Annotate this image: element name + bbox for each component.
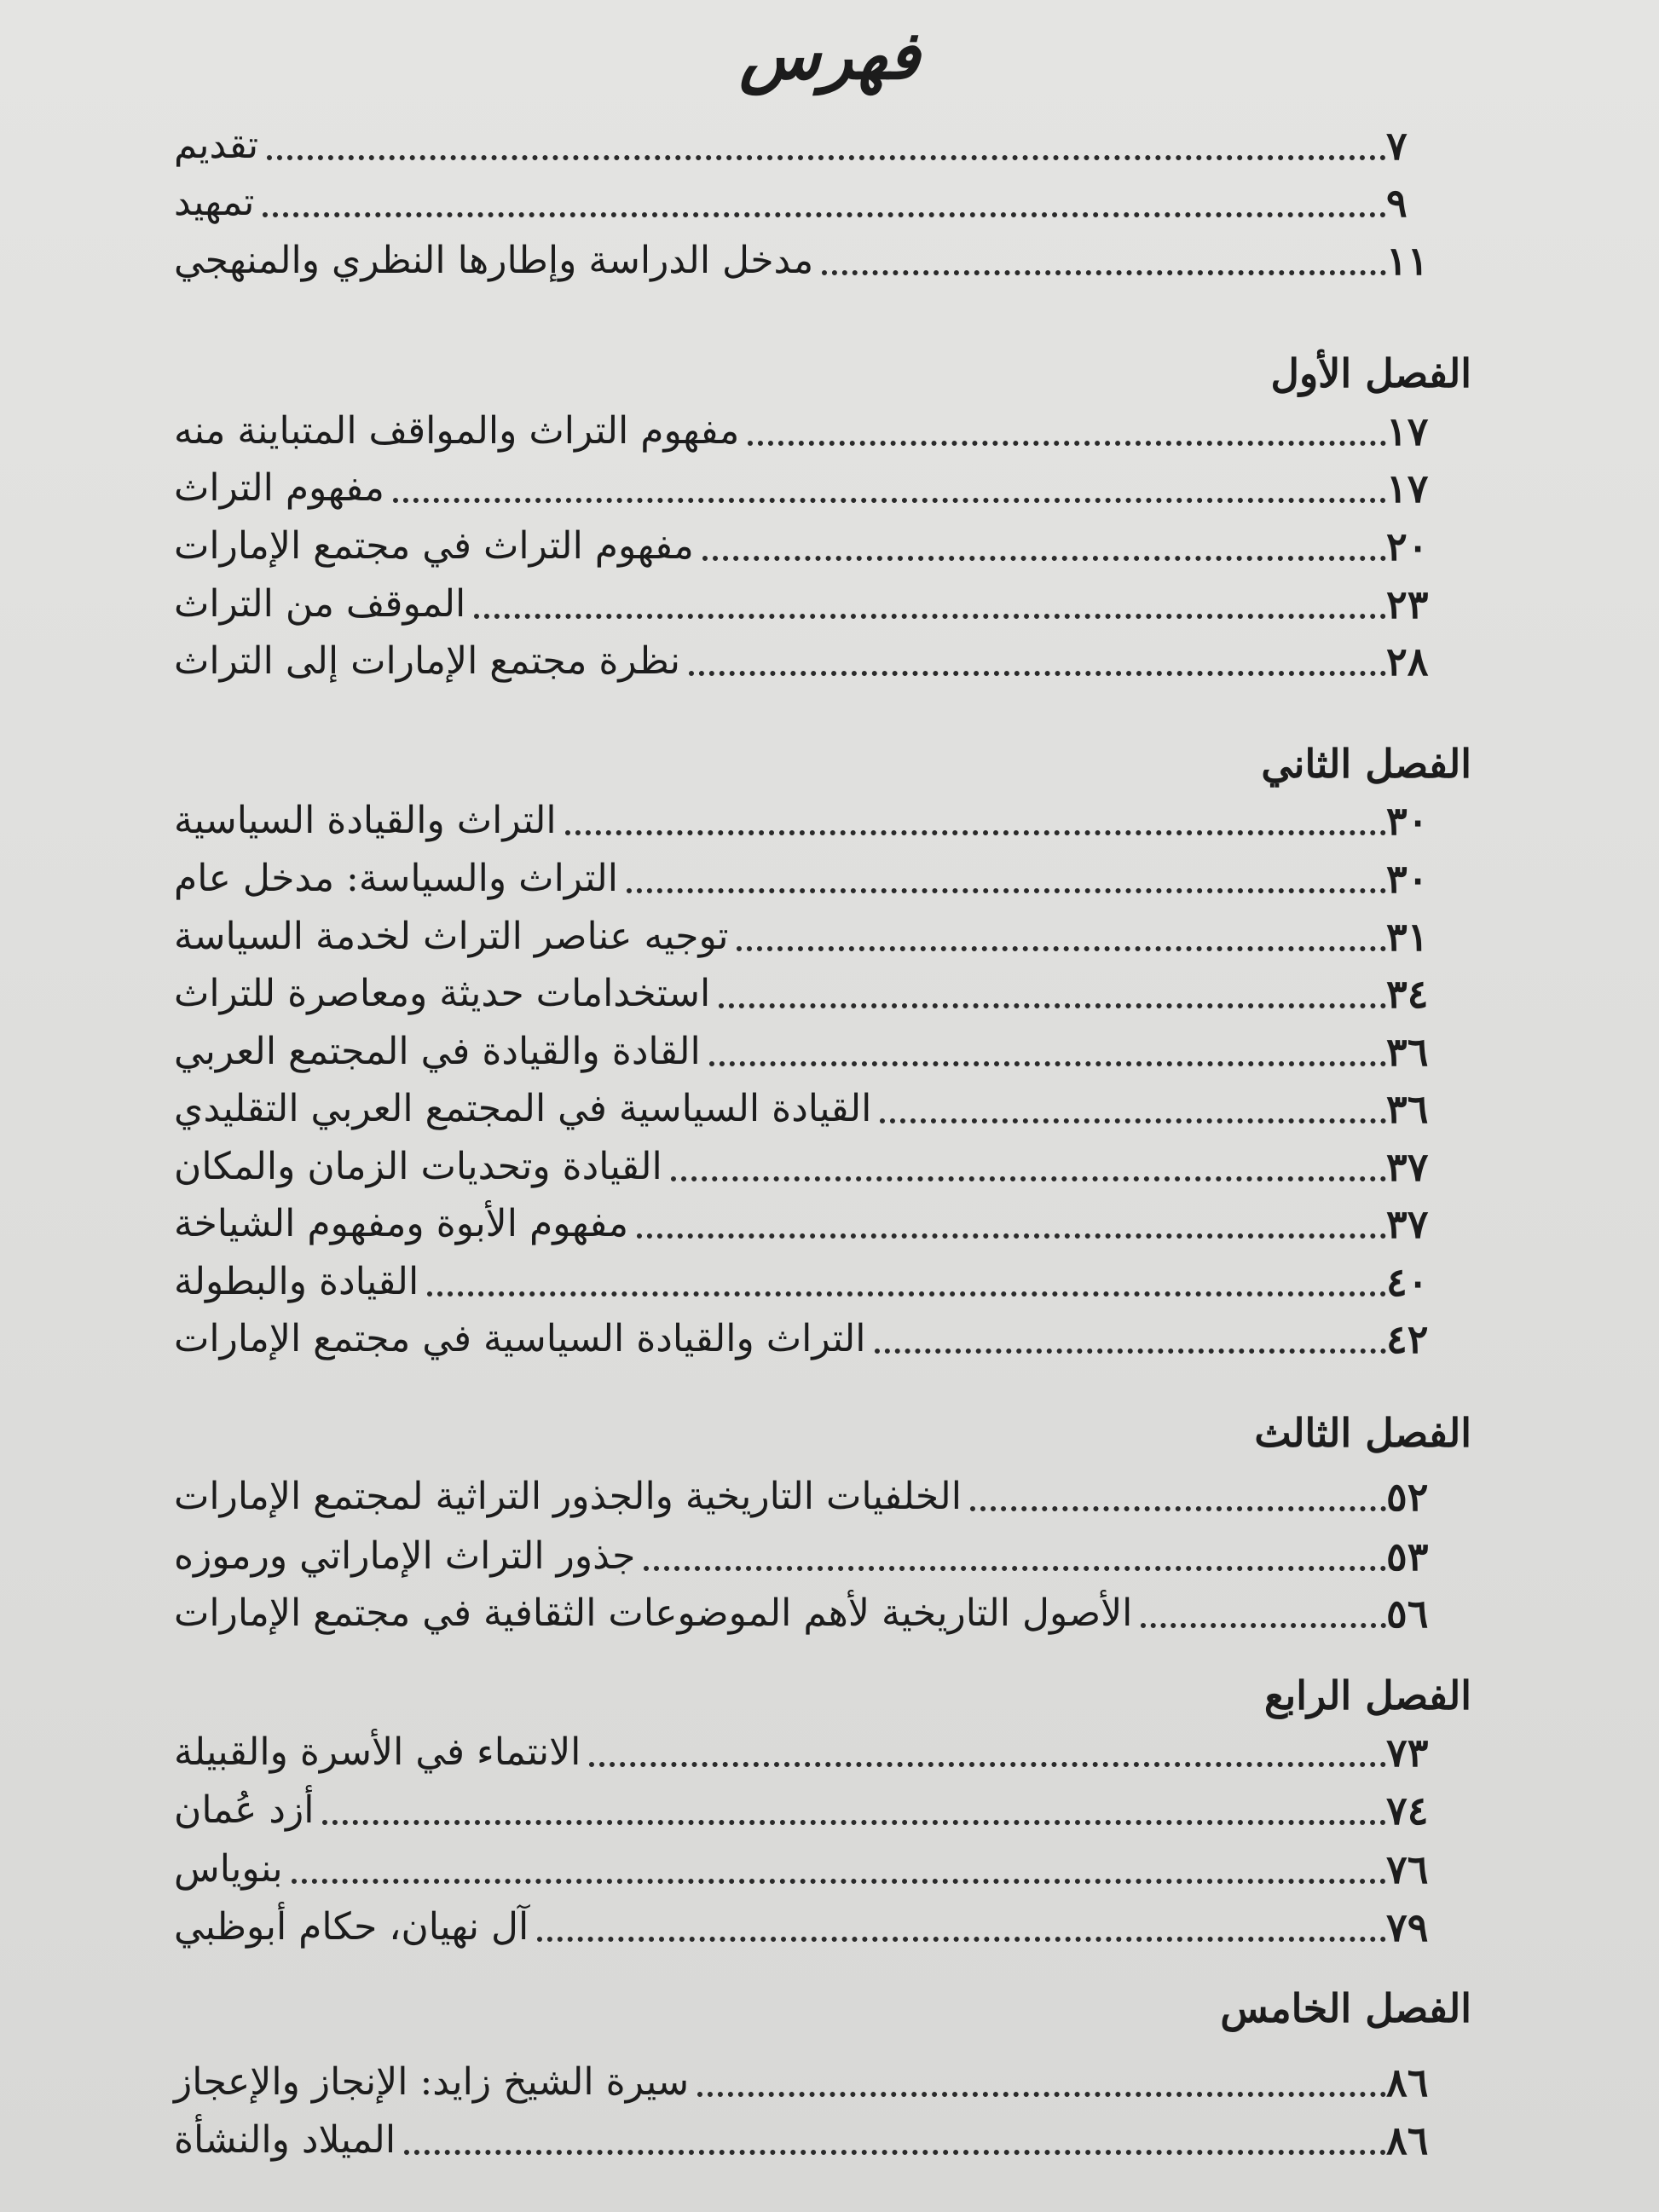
toc-entry <box>167 462 1471 515</box>
toc-entry <box>167 1083 1471 1135</box>
toc-entry-page: ٧ <box>1386 123 1408 169</box>
toc-entry <box>167 1843 1471 1896</box>
toc-entry-title: القيادة والبطولة <box>174 1260 419 1303</box>
toc-entry-title: مفهوم الأبوة ومفهوم الشياخة <box>174 1202 629 1245</box>
toc-entry-title: القيادة وتحديات الزمان والمكان <box>174 1145 662 1188</box>
toc-entry <box>167 1313 1471 1366</box>
toc-entry-title: التراث والقيادة السياسية <box>174 799 557 842</box>
dot-leader <box>737 946 1386 951</box>
toc-entry-page: ٣٧ <box>1386 1201 1429 1247</box>
toc-entry-page: ٣٦ <box>1386 1086 1429 1132</box>
dot-leader <box>427 1291 1386 1297</box>
dot-leader <box>393 498 1386 503</box>
dot-leader <box>267 155 1386 160</box>
dot-leader <box>689 671 1386 676</box>
toc-entry-page: ٩ <box>1386 180 1408 226</box>
toc-entry <box>167 2114 1471 2167</box>
toc-entry <box>167 1901 1471 1954</box>
toc-entry-page: ٣٦ <box>1386 1029 1429 1075</box>
toc-entry <box>167 1470 1471 1523</box>
toc-entry-title: تقديم <box>174 124 259 167</box>
toc-entry <box>167 794 1471 847</box>
toc-entry-page: ٧٩ <box>1386 1904 1429 1950</box>
toc-entry <box>167 910 1471 963</box>
toc-entry-title: آل نهيان، حكام أبوظبي <box>174 1905 529 1949</box>
toc-entry-title: القيادة السياسية في المجتمع العربي التقليدي <box>174 1087 872 1130</box>
toc-entry-title: تمهيد <box>174 181 255 224</box>
toc-entry-page: ٥٢ <box>1386 1474 1429 1520</box>
dot-leader <box>719 1003 1386 1008</box>
chapter-heading: الفصل الثاني <box>1261 741 1471 787</box>
toc-entry-page: ٣٠ <box>1386 856 1429 902</box>
toc-entry <box>167 2056 1471 2109</box>
toc-entry <box>167 1256 1471 1308</box>
toc-entry-page: ٢٠ <box>1386 523 1429 569</box>
toc-entry <box>167 176 1471 229</box>
toc-entry-page: ١٧ <box>1386 465 1429 511</box>
toc-entry <box>167 1025 1471 1078</box>
toc-entry-title: مفهوم التراث <box>174 466 384 510</box>
toc-entry <box>167 967 1471 1020</box>
toc-entry-page: ٧٣ <box>1386 1730 1429 1776</box>
dot-leader <box>627 888 1386 893</box>
dot-leader <box>404 2150 1386 2155</box>
dot-leader <box>1141 1623 1386 1628</box>
toc-entry-title: الموقف من التراث <box>174 582 466 626</box>
toc-entry <box>167 1587 1471 1640</box>
toc-entry-title: الأصول التاريخية لأهم الموضوعات الثقافية في مجتمع الإمارات <box>174 1591 1133 1635</box>
toc-entry-title: توجيه عناصر التراث لخدمة السياسة <box>174 915 729 958</box>
dot-leader <box>702 556 1386 561</box>
toc-entry-title: سيرة الشيخ زايد: الإنجاز والإعجاز <box>174 2060 690 2104</box>
toc-entry-title: مفهوم التراث والمواقف المتباينة منه <box>174 409 740 453</box>
toc-entry-page: ٤٢ <box>1386 1316 1429 1362</box>
toc-entry-title: مدخل الدراسة وإطارها النظري والمنهجي <box>174 239 814 282</box>
toc-entry-page: ٣١ <box>1386 914 1429 960</box>
toc-entry-title: جذور التراث الإماراتي ورموزه <box>174 1534 636 1578</box>
toc-entry-page: ٥٦ <box>1386 1591 1429 1637</box>
toc-entry <box>167 520 1471 573</box>
toc-entry <box>167 1726 1471 1779</box>
toc-entry <box>167 405 1471 458</box>
dot-leader <box>589 1762 1386 1767</box>
toc-entry <box>167 1198 1471 1250</box>
toc-entry-page: ٥٣ <box>1386 1533 1429 1580</box>
toc-entry-page: ٧٤ <box>1386 1788 1429 1834</box>
dot-leader <box>709 1061 1386 1066</box>
toc-entry <box>167 1141 1471 1193</box>
toc-entry-title: بنوياس <box>174 1847 283 1891</box>
chapter-heading: الفصل الخامس <box>1220 1985 1471 2031</box>
toc-entry-page: ٢٨ <box>1386 638 1429 684</box>
toc-entry-title: أزد عُمان <box>174 1788 315 1832</box>
toc-entry-title: استخدامات حديثة ومعاصرة للتراث <box>174 972 711 1015</box>
dot-leader <box>822 270 1386 275</box>
toc-entry <box>167 1530 1471 1583</box>
toc-entry-title: مفهوم التراث في مجتمع الإمارات <box>174 524 694 568</box>
toc-entry-page: ٧٦ <box>1386 1846 1429 1892</box>
toc-entry <box>167 852 1471 905</box>
toc-entry-page: ٢٣ <box>1386 581 1429 627</box>
toc-entry <box>167 1784 1471 1837</box>
toc-entry <box>167 578 1471 631</box>
toc-entry-page: ٨٦ <box>1386 2117 1429 2163</box>
chapter-heading: الفصل الثالث <box>1254 1410 1471 1456</box>
dot-leader <box>537 1937 1386 1942</box>
dot-leader <box>637 1233 1386 1239</box>
toc-entry-title: نظرة مجتمع الإمارات إلى التراث <box>174 639 681 683</box>
toc-entry-title: القادة والقيادة في المجتمع العربي <box>174 1030 701 1073</box>
dot-leader <box>880 1118 1386 1123</box>
dot-leader <box>970 1506 1386 1511</box>
dot-leader <box>671 1176 1386 1181</box>
chapter-heading: الفصل الأول <box>1270 350 1471 396</box>
dot-leader <box>565 830 1386 835</box>
toc-entry <box>167 635 1471 688</box>
dot-leader <box>748 441 1386 446</box>
toc-entry-page: ٣٧ <box>1386 1144 1429 1190</box>
toc-entry-title: الميلاد والنشأة <box>174 2118 396 2162</box>
toc-entry-title: التراث والسياسة: مدخل عام <box>174 857 618 900</box>
dot-leader <box>263 212 1386 217</box>
toc-entry-page: ٣٠ <box>1386 798 1429 844</box>
toc-entry-page: ٤٠ <box>1386 1259 1429 1305</box>
dot-leader <box>644 1566 1386 1571</box>
chapter-heading: الفصل الرابع <box>1263 1672 1471 1718</box>
dot-leader <box>697 2092 1386 2097</box>
toc-entry-title: الخلفيات التاريخية والجذور التراثية لمجتمع الإمارات <box>174 1475 962 1518</box>
toc-entry <box>167 119 1471 172</box>
toc-entry-page: ٨٦ <box>1386 2059 1429 2105</box>
toc-entry-title: الانتماء في الأسرة والقبيلة <box>174 1730 581 1774</box>
page-title: فهرس <box>739 17 920 95</box>
toc-entry <box>167 234 1471 287</box>
dot-leader <box>322 1820 1386 1825</box>
dot-leader <box>474 614 1386 619</box>
toc-entry-page: ١٧ <box>1386 408 1429 454</box>
dot-leader <box>875 1349 1386 1354</box>
toc-entry-title: التراث والقيادة السياسية في مجتمع الإمارات <box>174 1317 866 1360</box>
toc-entry-page: ١١ <box>1386 238 1429 284</box>
toc-entry-page: ٣٤ <box>1386 971 1429 1017</box>
dot-leader <box>292 1879 1386 1884</box>
